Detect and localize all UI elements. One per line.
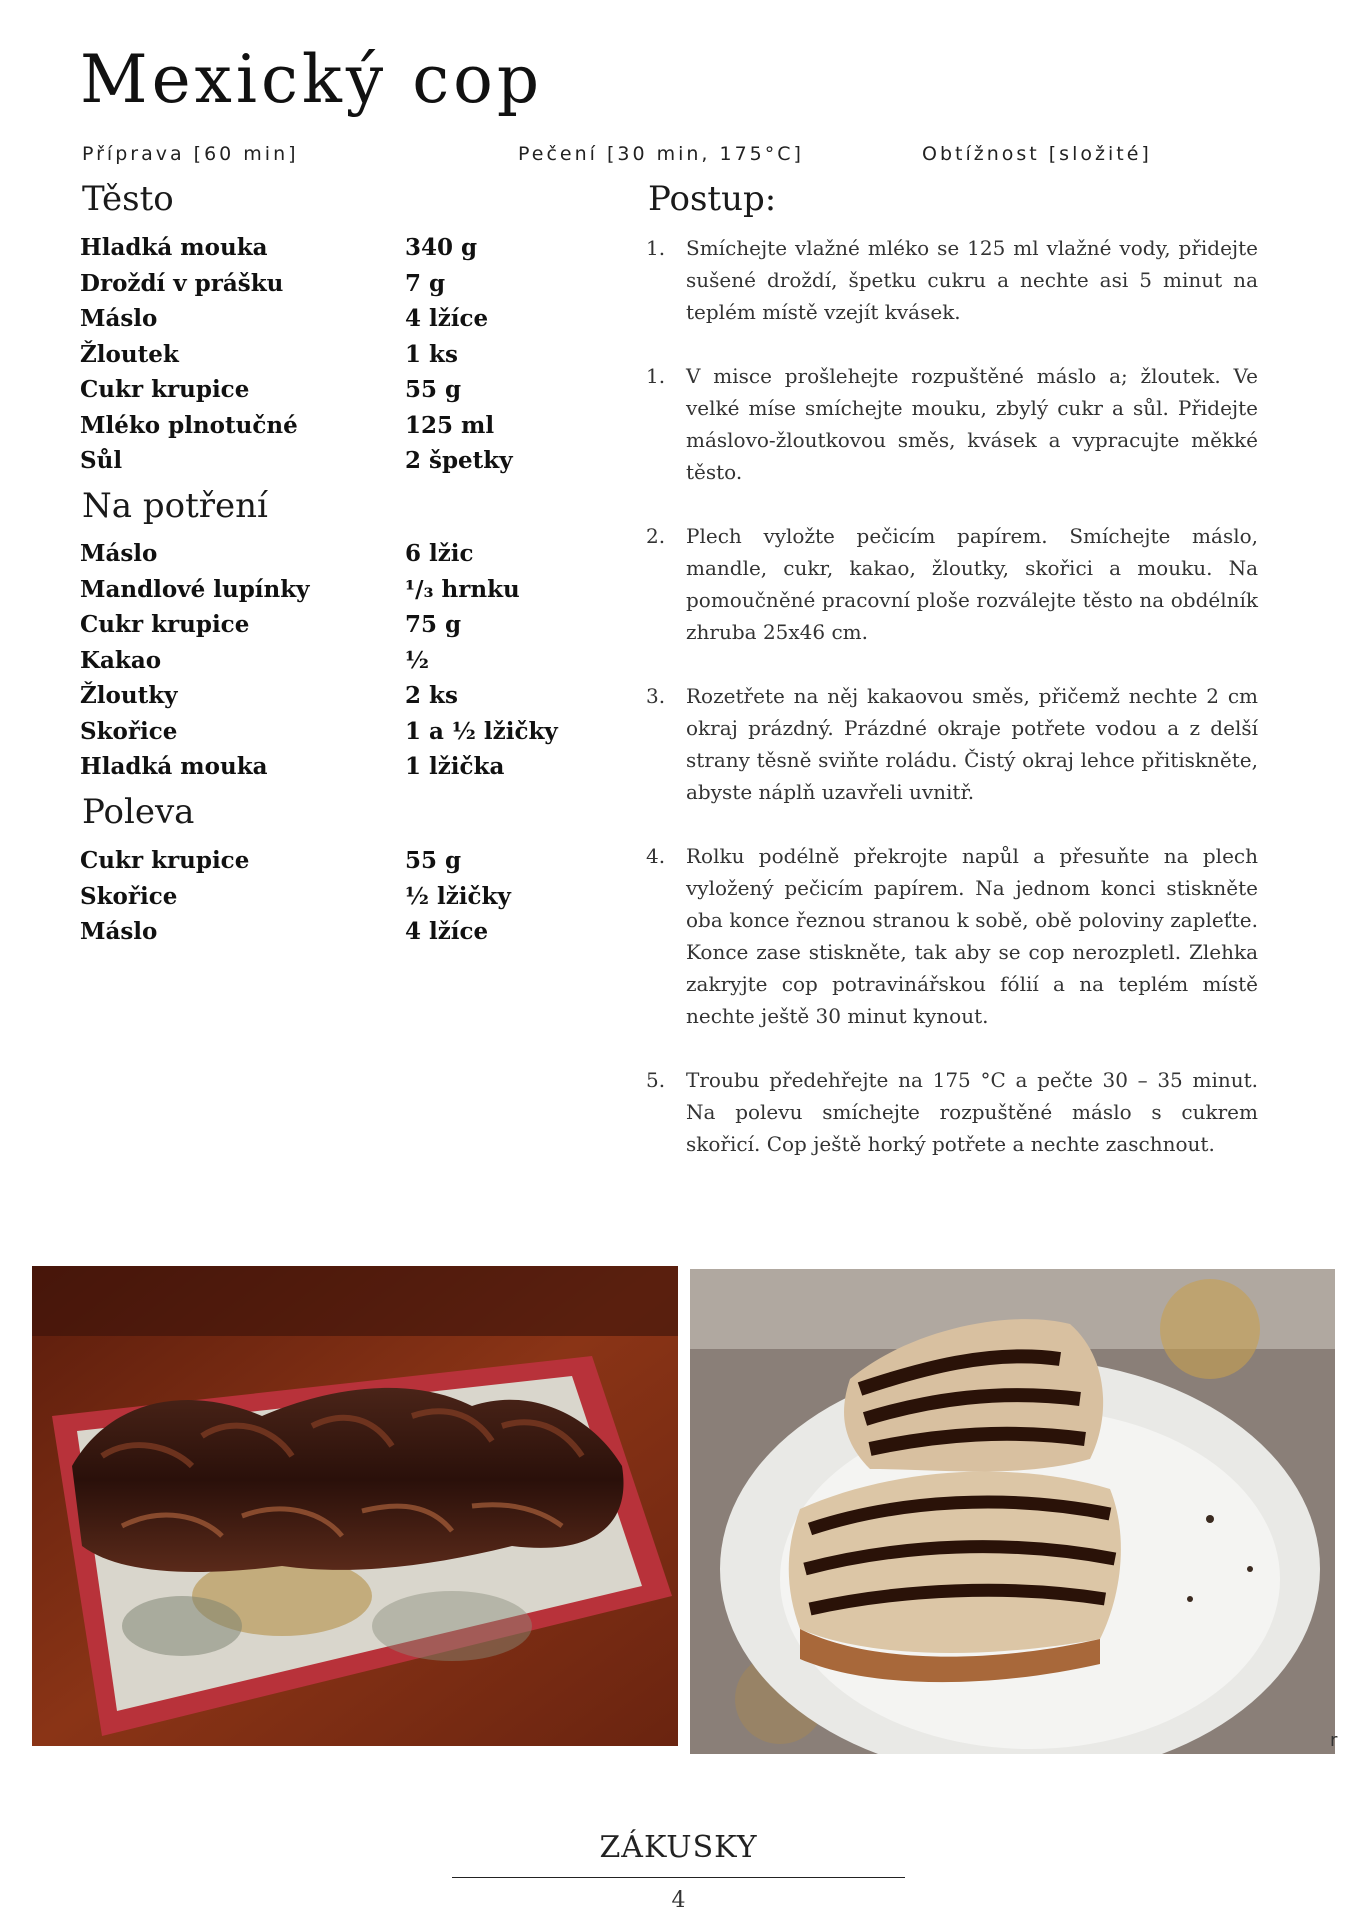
ingredient-row — [80, 266, 580, 302]
spread-ingredients — [80, 536, 580, 785]
photo-slice — [690, 1269, 1338, 1754]
recipe-title: Mexický cop — [80, 41, 544, 118]
ingredient-name: Mandlové lupínky — [80, 575, 310, 603]
ingredient-qty: ½ lžičky — [405, 882, 511, 910]
difficulty: Obtížnost [složité] — [922, 143, 1152, 165]
footer-divider — [452, 1877, 905, 1878]
ingredient-name: Máslo — [80, 918, 158, 946]
page-number: 4 — [671, 1888, 686, 1913]
step-text: Rozetřete na něj kakaovou směs, přičemž nechte 2 cm okraj prázdný. Prázdné okraje potřete vodou a z delší strany těsně sviňte roládu. Čistý okraj lehce přitiskněte, abyste náplň uzavřeli uvnitř. — [686, 684, 1258, 804]
step-number: 1. — [646, 364, 666, 388]
ingredient-row — [80, 572, 580, 608]
step-number: 5. — [646, 1068, 666, 1092]
procedure-heading: Postup: — [648, 179, 777, 219]
spread-heading: Na potření — [82, 486, 268, 526]
ingredient-row — [80, 372, 580, 408]
ingredient-qty: 4 lžíce — [405, 305, 489, 333]
procedure-step — [646, 680, 1258, 808]
step-number: 4. — [646, 844, 666, 868]
ingredient-row — [80, 914, 580, 950]
ingredient-row — [80, 749, 580, 785]
ingredient-row — [80, 301, 580, 337]
ingredient-name: Skořice — [80, 882, 178, 910]
step-text: Plech vyložte pečicím papírem. Smíchejte máslo, mandle, cukr, kakao, žloutky, skořici a mouku. Na pomoučněné pracovní ploše rozválejte těsto na obdélník zhruba 25x46 cm. — [686, 524, 1258, 644]
procedure-step — [646, 232, 1258, 328]
ingredient-name: Hladká mouka — [80, 753, 268, 781]
ingredient-qty: 2 ks — [405, 682, 458, 710]
photo-braid — [32, 1266, 678, 1746]
ingredient-name: Máslo — [80, 540, 158, 568]
step-number: 3. — [646, 684, 666, 708]
ingredient-name: Sůl — [80, 447, 123, 475]
ingredient-name: Cukr krupice — [80, 847, 250, 875]
ingredient-name: Cukr krupice — [80, 376, 250, 404]
step-text: V misce prošlehejte rozpuštěné máslo a; žloutek. Ve velké míse smíchejte mouku, zbylý cukr a sůl. Přidejte máslovo-žloutkovou směs, kvásek a vypracujte měkké těsto. — [686, 364, 1258, 484]
ingredient-qty: 1 ks — [405, 340, 458, 368]
ingredient-row — [80, 443, 580, 479]
step-number: 2. — [646, 524, 666, 548]
ingredient-row — [80, 643, 580, 679]
dough-heading: Těsto — [82, 179, 174, 219]
ingredient-qty: 6 lžic — [405, 540, 474, 568]
ingredient-name: Žloutky — [80, 682, 178, 710]
ingredient-qty: ½ — [405, 646, 429, 674]
glaze-heading: Poleva — [82, 792, 195, 832]
ingredient-name: Hladká mouka — [80, 234, 268, 262]
ingredient-qty: 75 g — [405, 611, 462, 639]
ingredient-name: Mléko plnotučné — [80, 411, 298, 439]
procedure-steps — [646, 232, 1258, 1192]
procedure-step — [646, 840, 1258, 1032]
step-text: Smíchejte vlažné mléko se 125 ml vlažné vody, přidejte sušené droždí, špetku cukru a nechte asi 5 minut na teplém místě vzejít kvásek. — [686, 236, 1258, 324]
ingredient-qty: 1 lžička — [405, 753, 505, 781]
prep-time: Příprava [60 min] — [82, 143, 299, 165]
procedure-step — [646, 360, 1258, 488]
ingredient-name: Cukr krupice — [80, 611, 250, 639]
ingredient-qty: 1 a ½ lžičky — [405, 717, 558, 745]
ingredient-qty: 2 špetky — [405, 447, 513, 475]
ingredient-row — [80, 678, 580, 714]
ingredient-row — [80, 536, 580, 572]
ingredient-name: Žloutek — [80, 340, 179, 368]
stray-char: r — [1330, 1730, 1338, 1751]
procedure-step — [646, 520, 1258, 648]
ingredient-row — [80, 607, 580, 643]
ingredient-name: Skořice — [80, 717, 178, 745]
ingredient-row — [80, 337, 580, 373]
bake-time: Pečení [30 min, 175°C] — [518, 143, 804, 165]
section-footer: ZÁKUSKY — [599, 1830, 758, 1865]
ingredient-row — [80, 408, 580, 444]
step-number: 1. — [646, 236, 666, 260]
step-text: Rolku podélně překrojte napůl a přesuňte na plech vyložený pečicím papírem. Na jednom konci stiskněte oba konce řeznou stranou k sobě, obě poloviny zapleťte. Konce zase stiskněte, tak aby se cop nerozpletl. Zlehka zakryjte cop potravinářskou fólií a na teplém místě nechte ještě 30 minut kynout. — [686, 844, 1258, 1028]
step-text: Troubu předehřejte na 175 °C a pečte 30 – 35 minut. Na polevu smíchejte rozpuštěné máslo s cukrem skořicí. Cop ještě horký potřete a nechte zaschnout. — [686, 1068, 1258, 1156]
ingredient-qty: 4 lžíce — [405, 918, 489, 946]
ingredient-qty: 7 g — [405, 269, 446, 297]
ingredient-qty: 55 g — [405, 847, 462, 875]
glaze-ingredients — [80, 843, 580, 950]
ingredient-name: Kakao — [80, 646, 162, 674]
ingredient-name: Máslo — [80, 305, 158, 333]
ingredient-qty: 340 g — [405, 234, 478, 262]
ingredient-row — [80, 843, 580, 879]
ingredient-qty: ¹/₃ hrnku — [405, 575, 520, 603]
ingredient-qty: 125 ml — [405, 411, 495, 439]
procedure-step — [646, 1064, 1258, 1160]
dough-ingredients — [80, 230, 580, 479]
ingredient-row — [80, 230, 580, 266]
ingredient-row — [80, 714, 580, 750]
ingredient-qty: 55 g — [405, 376, 462, 404]
ingredient-name: Droždí v prášku — [80, 269, 284, 297]
ingredient-row — [80, 879, 580, 915]
